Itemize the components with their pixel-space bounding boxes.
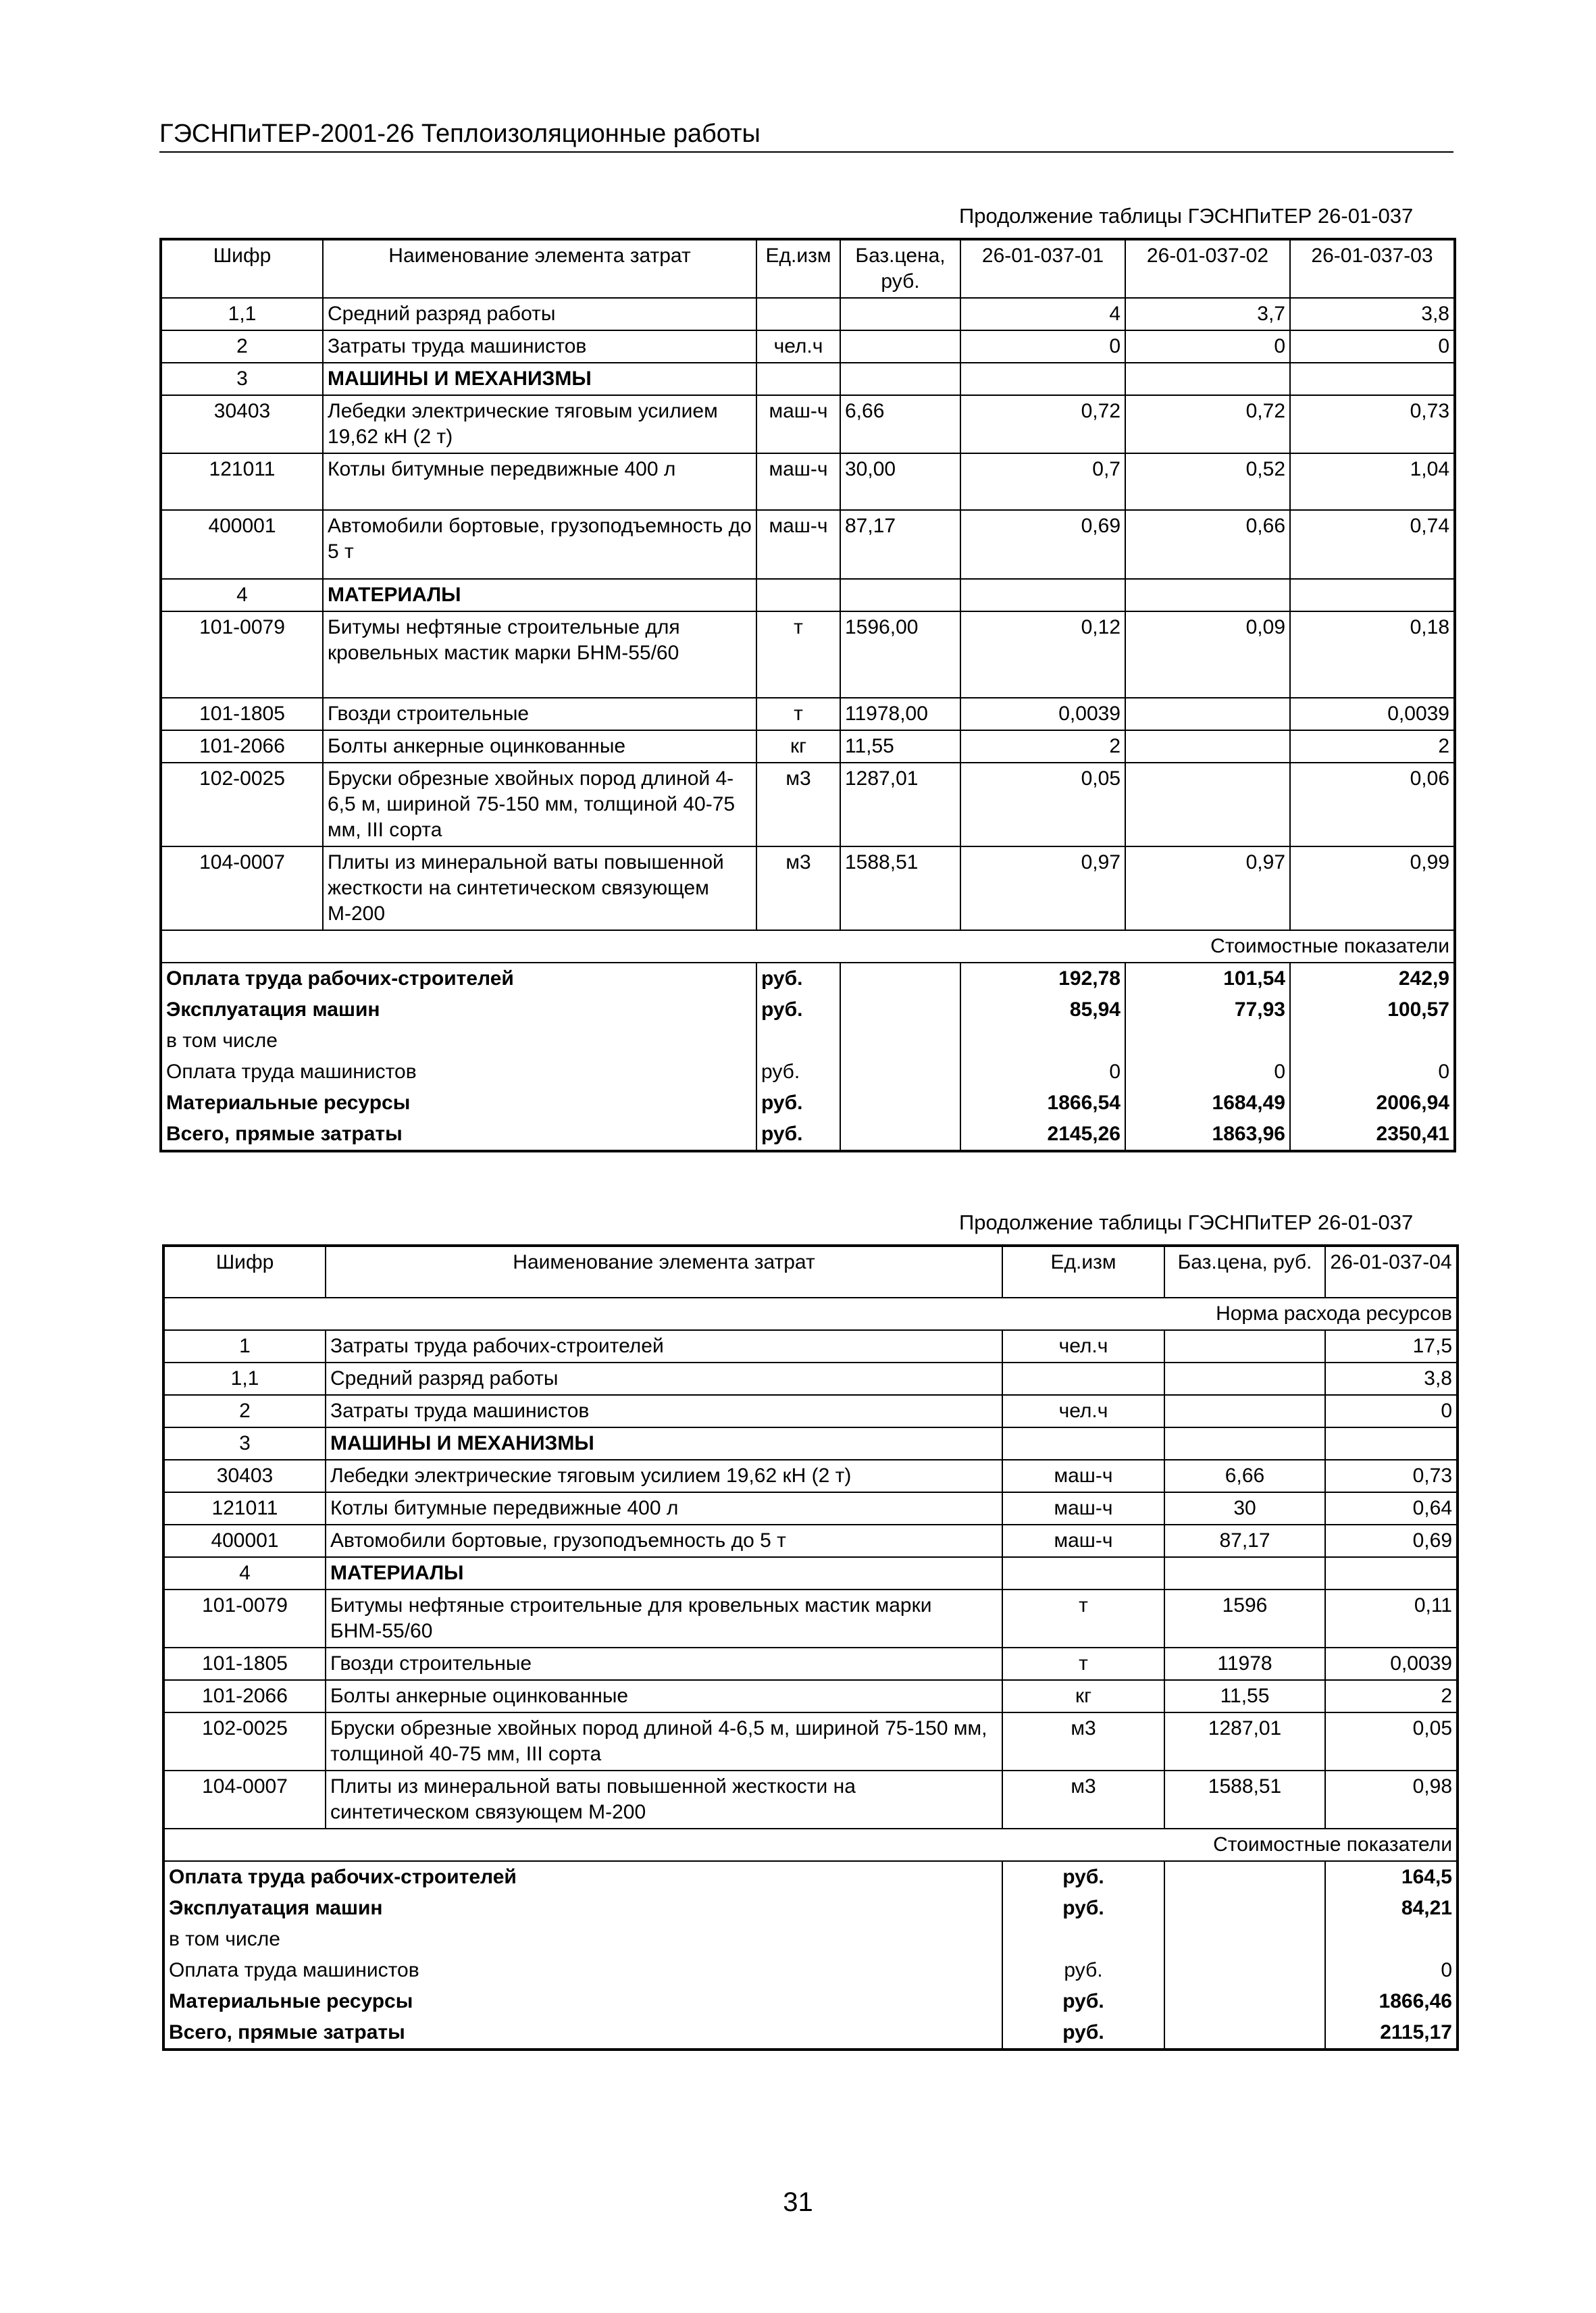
value-cell — [1164, 1427, 1325, 1460]
code-cell: 1 — [163, 1330, 326, 1363]
value-cell: 6,66 — [1164, 1460, 1325, 1492]
value-cell: 0,06 — [1290, 763, 1455, 846]
code-cell: 2 — [163, 1395, 326, 1427]
empty-cell — [1164, 1893, 1325, 1924]
cost-label: Эксплуатация машин — [163, 1893, 1002, 1924]
value-cell — [1125, 763, 1290, 846]
cost-value: 2350,41 — [1290, 1119, 1455, 1151]
value-cell — [1325, 1557, 1458, 1590]
cost-value: 242,9 — [1290, 963, 1455, 994]
name-cell: Плиты из минеральной ваты повышенной жесткости на синтетическом связующем М-200 — [326, 1771, 1002, 1829]
value-cell: 0 — [1125, 330, 1290, 363]
code-cell: 101-0079 — [163, 1590, 326, 1648]
norm-label: Норма расхода ресурсов — [163, 1298, 1458, 1330]
value-cell: т — [1002, 1648, 1164, 1680]
value-cell — [840, 363, 960, 395]
empty-cell — [840, 963, 960, 994]
value-cell: маш-ч — [756, 453, 840, 510]
cost-row — [161, 963, 1455, 994]
cost-value: 84,21 — [1325, 1893, 1458, 1924]
column-header: Баз.цена, руб. — [840, 239, 960, 298]
cost-value: 2006,94 — [1290, 1088, 1455, 1119]
table-row — [163, 1525, 1458, 1557]
table-row — [161, 611, 1455, 698]
empty-cell — [1164, 2017, 1325, 2050]
cost-unit: руб. — [756, 994, 840, 1025]
code-cell: 104-0007 — [163, 1771, 326, 1829]
value-cell: 1596 — [1164, 1590, 1325, 1648]
cost-label: в том числе — [161, 1025, 756, 1057]
value-cell: 3,8 — [1325, 1363, 1458, 1395]
table2-body — [163, 1246, 1458, 2050]
section-label: Стоимостные показатели — [161, 930, 1455, 963]
column-header: Наименование элемента затрат — [326, 1246, 1002, 1298]
value-cell: 6,66 — [840, 395, 960, 453]
name-cell: Затраты труда машинистов — [323, 330, 756, 363]
name-cell: Бруски обрезные хвойных пород длиной 4-6,5 м, шириной 75-150 мм, толщиной 40-75 мм, III сорта — [326, 1712, 1002, 1771]
value-cell: 11,55 — [840, 730, 960, 763]
column-header: 26-01-037-04 — [1325, 1246, 1458, 1298]
cost-row — [161, 1025, 1455, 1057]
name-cell: Болты анкерные оцинкованные — [326, 1680, 1002, 1712]
table-row — [163, 1712, 1458, 1771]
name-cell: Битумы нефтяные строительные для кровельных мастик марки БНМ-55/60 — [326, 1590, 1002, 1648]
value-cell — [960, 579, 1125, 611]
table-row — [161, 579, 1455, 611]
cost-unit: руб. — [1002, 1893, 1164, 1924]
code-cell: 101-2066 — [161, 730, 323, 763]
name-cell: МАШИНЫ И МЕХАНИЗМЫ — [326, 1427, 1002, 1460]
value-cell: 0,18 — [1290, 611, 1455, 698]
value-cell: 87,17 — [840, 510, 960, 579]
table-header-row — [161, 239, 1455, 298]
cost-value: 0 — [1325, 1955, 1458, 1986]
value-cell: 11978,00 — [840, 698, 960, 730]
value-cell: 0,72 — [960, 395, 1125, 453]
name-cell: Лебедки электрические тяговым усилием 19,62 кН (2 т) — [323, 395, 756, 453]
value-cell: 0 — [960, 330, 1125, 363]
table-row — [161, 363, 1455, 395]
code-cell: 30403 — [161, 395, 323, 453]
code-cell: 101-0079 — [161, 611, 323, 698]
cost-value: 2145,26 — [960, 1119, 1125, 1151]
cost-value: 100,57 — [1290, 994, 1455, 1025]
value-cell: 11978 — [1164, 1648, 1325, 1680]
value-cell: кг — [756, 730, 840, 763]
value-cell — [1002, 1557, 1164, 1590]
cost-row — [163, 1861, 1458, 1893]
name-cell: Котлы битумные передвижные 400 л — [323, 453, 756, 510]
value-cell — [1325, 1427, 1458, 1460]
value-cell: 3,7 — [1125, 298, 1290, 330]
name-cell: Котлы битумные передвижные 400 л — [326, 1492, 1002, 1525]
table-row — [163, 1648, 1458, 1680]
value-cell — [1125, 363, 1290, 395]
code-cell: 101-2066 — [163, 1680, 326, 1712]
empty-cell — [840, 1119, 960, 1151]
cost-row — [163, 2017, 1458, 2050]
table2-caption: Продолжение таблицы ГЭСНПиТЕР 26-01-037 — [959, 1211, 1414, 1234]
value-cell: 0,0039 — [1325, 1648, 1458, 1680]
column-header: 26-01-037-02 — [1125, 239, 1290, 298]
code-cell: 3 — [163, 1427, 326, 1460]
cost-value: 77,93 — [1125, 994, 1290, 1025]
name-cell: Гвозди строительные — [323, 698, 756, 730]
table1 — [159, 238, 1456, 1152]
cost-value: 1866,46 — [1325, 1986, 1458, 2017]
cost-label: Оплата труда машинистов — [161, 1057, 756, 1088]
value-cell — [1290, 579, 1455, 611]
table-row — [163, 1771, 1458, 1829]
value-cell: 0,0039 — [1290, 698, 1455, 730]
code-cell: 400001 — [161, 510, 323, 579]
cost-label: в том числе — [163, 1924, 1002, 1955]
value-cell — [1164, 1330, 1325, 1363]
cost-unit: руб. — [756, 1057, 840, 1088]
table-row — [163, 1427, 1458, 1460]
cost-value: 101,54 — [1125, 963, 1290, 994]
cost-unit: руб. — [756, 963, 840, 994]
value-cell: 0,11 — [1325, 1590, 1458, 1648]
value-cell — [756, 363, 840, 395]
cost-unit: руб. — [1002, 2017, 1164, 2050]
value-cell: 0,74 — [1290, 510, 1455, 579]
table-row — [161, 846, 1455, 930]
cost-unit: руб. — [1002, 1986, 1164, 2017]
cost-value: 1684,49 — [1125, 1088, 1290, 1119]
value-cell: маш-ч — [756, 395, 840, 453]
value-cell: 1287,01 — [1164, 1712, 1325, 1771]
value-cell: 0,66 — [1125, 510, 1290, 579]
cost-label: Оплата труда рабочих-строителей — [163, 1861, 1002, 1893]
cost-label: Оплата труда рабочих-строителей — [161, 963, 756, 994]
cost-value: 0 — [1290, 1057, 1455, 1088]
cost-row — [161, 1057, 1455, 1088]
name-cell: МАТЕРИАЛЫ — [326, 1557, 1002, 1590]
empty-cell — [1164, 1986, 1325, 2017]
code-cell: 4 — [161, 579, 323, 611]
table-row — [163, 1363, 1458, 1395]
empty-cell — [840, 1025, 960, 1057]
value-cell: 0,52 — [1125, 453, 1290, 510]
table-row — [163, 1330, 1458, 1363]
value-cell — [756, 298, 840, 330]
table-row — [161, 698, 1455, 730]
value-cell: маш-ч — [1002, 1460, 1164, 1492]
table-row — [161, 330, 1455, 363]
value-cell: м3 — [1002, 1712, 1164, 1771]
value-cell: 0,12 — [960, 611, 1125, 698]
column-header: 26-01-037-03 — [1290, 239, 1455, 298]
value-cell: 1,04 — [1290, 453, 1455, 510]
table-row — [163, 1590, 1458, 1648]
cost-value: 85,94 — [960, 994, 1125, 1025]
column-header: Наименование элемента затрат — [323, 239, 756, 298]
value-cell: 0,97 — [1125, 846, 1290, 930]
cost-row — [161, 994, 1455, 1025]
value-cell — [1164, 1395, 1325, 1427]
name-cell: Битумы нефтяные строительные для кровельных мастик марки БНМ-55/60 — [323, 611, 756, 698]
code-cell: 121011 — [163, 1492, 326, 1525]
value-cell: 0,64 — [1325, 1492, 1458, 1525]
cost-unit: руб. — [756, 1119, 840, 1151]
table-row — [161, 395, 1455, 453]
value-cell: 0,09 — [1125, 611, 1290, 698]
code-cell: 30403 — [163, 1460, 326, 1492]
value-cell: 87,17 — [1164, 1525, 1325, 1557]
table-row — [161, 453, 1455, 510]
name-cell: МАТЕРИАЛЫ — [323, 579, 756, 611]
cost-value — [960, 1025, 1125, 1057]
value-cell: чел.ч — [1002, 1330, 1164, 1363]
cost-label: Материальные ресурсы — [163, 1986, 1002, 2017]
table-row — [163, 1492, 1458, 1525]
table-row — [161, 763, 1455, 846]
table1-caption: Продолжение таблицы ГЭСНПиТЕР 26-01-037 — [959, 204, 1414, 228]
value-cell — [756, 579, 840, 611]
value-cell: 0,73 — [1325, 1460, 1458, 1492]
value-cell: кг — [1002, 1680, 1164, 1712]
value-cell — [1290, 363, 1455, 395]
value-cell: 1588,51 — [1164, 1771, 1325, 1829]
empty-cell — [1164, 1955, 1325, 1986]
cost-label: Всего, прямые затраты — [163, 2017, 1002, 2050]
column-header: Ед.изм — [756, 239, 840, 298]
name-cell: Плиты из минеральной ваты повышенной жесткости на синтетическом связующем М-200 — [323, 846, 756, 930]
column-header: Шифр — [163, 1246, 326, 1298]
value-cell: 0,72 — [1125, 395, 1290, 453]
code-cell: 121011 — [161, 453, 323, 510]
value-cell: 3,8 — [1290, 298, 1455, 330]
table-row — [163, 1395, 1458, 1427]
value-cell: чел.ч — [756, 330, 840, 363]
column-header: Ед.изм — [1002, 1246, 1164, 1298]
cost-unit: руб. — [1002, 1955, 1164, 1986]
cost-value: 1863,96 — [1125, 1119, 1290, 1151]
cost-label: Всего, прямые затраты — [161, 1119, 756, 1151]
value-cell: т — [756, 698, 840, 730]
code-cell: 4 — [163, 1557, 326, 1590]
page-number: 31 — [783, 2187, 813, 2217]
empty-cell — [1164, 1924, 1325, 1955]
table-row — [163, 1680, 1458, 1712]
value-cell: 17,5 — [1325, 1330, 1458, 1363]
value-cell: 0 — [1290, 330, 1455, 363]
cost-value — [1290, 1025, 1455, 1057]
cost-value: 2115,17 — [1325, 2017, 1458, 2050]
cost-unit: руб. — [1002, 1861, 1164, 1893]
value-cell — [840, 298, 960, 330]
name-cell: Затраты труда рабочих-строителей — [326, 1330, 1002, 1363]
code-cell: 101-1805 — [163, 1648, 326, 1680]
value-cell — [1002, 1363, 1164, 1395]
table-header-row — [163, 1246, 1458, 1298]
value-cell — [1002, 1427, 1164, 1460]
cost-row — [163, 1924, 1458, 1955]
value-cell: маш-ч — [756, 510, 840, 579]
value-cell: 0,7 — [960, 453, 1125, 510]
value-cell: 11,55 — [1164, 1680, 1325, 1712]
value-cell — [1164, 1363, 1325, 1395]
name-cell: Автомобили бортовые, грузоподъемность до 5 т — [323, 510, 756, 579]
code-cell: 1,1 — [163, 1363, 326, 1395]
section-row — [161, 930, 1455, 963]
value-cell — [1125, 730, 1290, 763]
value-cell: 0,69 — [960, 510, 1125, 579]
column-header: Шифр — [161, 239, 323, 298]
value-cell: чел.ч — [1002, 1395, 1164, 1427]
cost-row — [163, 1955, 1458, 1986]
value-cell: т — [1002, 1590, 1164, 1648]
norm-row — [163, 1298, 1458, 1330]
value-cell: 2 — [1325, 1680, 1458, 1712]
name-cell: Средний разряд работы — [326, 1363, 1002, 1395]
name-cell: Гвозди строительные — [326, 1648, 1002, 1680]
column-header: Баз.цена, руб. — [1164, 1246, 1325, 1298]
value-cell: м3 — [1002, 1771, 1164, 1829]
table-row — [163, 1557, 1458, 1590]
name-cell: Лебедки электрические тяговым усилием 19,62 кН (2 т) — [326, 1460, 1002, 1492]
value-cell: маш-ч — [1002, 1525, 1164, 1557]
value-cell: 0,99 — [1290, 846, 1455, 930]
empty-cell — [840, 1057, 960, 1088]
value-cell: 2 — [1290, 730, 1455, 763]
name-cell: Средний разряд работы — [323, 298, 756, 330]
cost-value: 0 — [960, 1057, 1125, 1088]
value-cell: 30 — [1164, 1492, 1325, 1525]
value-cell: т — [756, 611, 840, 698]
cost-row — [161, 1119, 1455, 1151]
empty-cell — [840, 1088, 960, 1119]
value-cell: 0,05 — [1325, 1712, 1458, 1771]
code-cell: 1,1 — [161, 298, 323, 330]
code-cell: 102-0025 — [161, 763, 323, 846]
empty-cell — [1164, 1861, 1325, 1893]
value-cell: 0,0039 — [960, 698, 1125, 730]
value-cell: 1588,51 — [840, 846, 960, 930]
cost-label: Оплата труда машинистов — [163, 1955, 1002, 1986]
value-cell — [1125, 579, 1290, 611]
cost-unit — [756, 1025, 840, 1057]
empty-cell — [840, 994, 960, 1025]
cost-value: 1866,54 — [960, 1088, 1125, 1119]
code-cell: 101-1805 — [161, 698, 323, 730]
value-cell: м3 — [756, 846, 840, 930]
table-row — [161, 510, 1455, 579]
table-row — [161, 730, 1455, 763]
value-cell: 30,00 — [840, 453, 960, 510]
cost-value: 192,78 — [960, 963, 1125, 994]
name-cell: МАШИНЫ И МЕХАНИЗМЫ — [323, 363, 756, 395]
table2 — [162, 1244, 1459, 2051]
cost-row — [163, 1986, 1458, 2017]
cost-unit: руб. — [756, 1088, 840, 1119]
section-label: Стоимостные показатели — [163, 1829, 1458, 1861]
running-header: ГЭСНПиТЕР-2001-26 Теплоизоляционные работы — [159, 116, 1453, 153]
value-cell: 0,97 — [960, 846, 1125, 930]
code-cell: 400001 — [163, 1525, 326, 1557]
value-cell — [1164, 1557, 1325, 1590]
table-row — [161, 298, 1455, 330]
value-cell — [840, 579, 960, 611]
code-cell: 2 — [161, 330, 323, 363]
cost-label: Эксплуатация машин — [161, 994, 756, 1025]
cost-row — [163, 1893, 1458, 1924]
value-cell: 0,73 — [1290, 395, 1455, 453]
name-cell: Болты анкерные оцинкованные — [323, 730, 756, 763]
table1-body — [161, 239, 1455, 1151]
cost-label: Материальные ресурсы — [161, 1088, 756, 1119]
cost-unit — [1002, 1924, 1164, 1955]
value-cell: 0,69 — [1325, 1525, 1458, 1557]
value-cell — [1125, 698, 1290, 730]
value-cell: м3 — [756, 763, 840, 846]
name-cell: Бруски обрезные хвойных пород длиной 4-6,5 м, шириной 75-150 мм, толщиной 40-75 мм, III сорта — [323, 763, 756, 846]
column-header: 26-01-037-01 — [960, 239, 1125, 298]
value-cell — [840, 330, 960, 363]
value-cell: 0 — [1325, 1395, 1458, 1427]
name-cell: Автомобили бортовые, грузоподъемность до 5 т — [326, 1525, 1002, 1557]
cost-value — [1125, 1025, 1290, 1057]
cost-row — [161, 1088, 1455, 1119]
cost-value: 0 — [1125, 1057, 1290, 1088]
value-cell — [960, 363, 1125, 395]
value-cell: 2 — [960, 730, 1125, 763]
section-row — [163, 1829, 1458, 1861]
code-cell: 104-0007 — [161, 846, 323, 930]
value-cell: маш-ч — [1002, 1492, 1164, 1525]
value-cell: 0,98 — [1325, 1771, 1458, 1829]
value-cell: 1287,01 — [840, 763, 960, 846]
value-cell: 4 — [960, 298, 1125, 330]
cost-value: 164,5 — [1325, 1861, 1458, 1893]
name-cell: Затраты труда машинистов — [326, 1395, 1002, 1427]
value-cell: 0,05 — [960, 763, 1125, 846]
value-cell: 1596,00 — [840, 611, 960, 698]
code-cell: 3 — [161, 363, 323, 395]
code-cell: 102-0025 — [163, 1712, 326, 1771]
table-row — [163, 1460, 1458, 1492]
cost-value — [1325, 1924, 1458, 1955]
